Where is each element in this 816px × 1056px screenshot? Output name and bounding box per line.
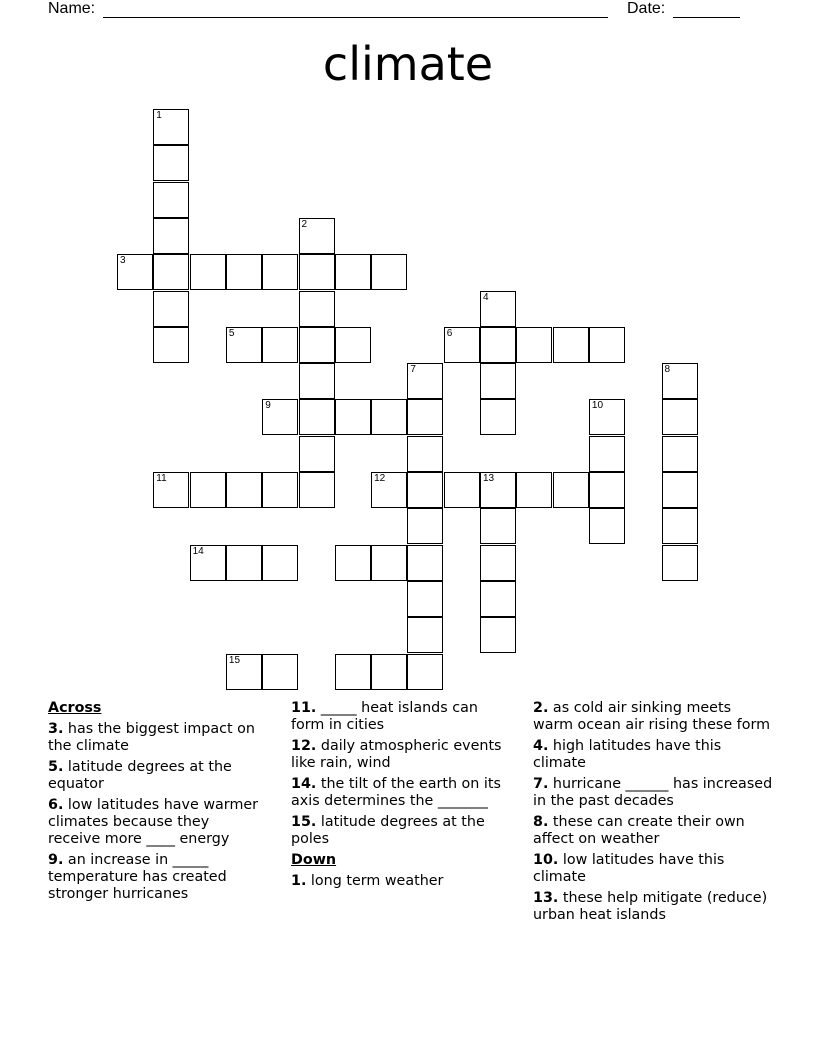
clue-down: 10. low latitudes have this climate [533,852,725,885]
cell-number: 8 [664,364,671,376]
grid-cell[interactable] [153,472,189,508]
grid-cell[interactable] [553,327,589,363]
grid-cell[interactable] [589,399,625,435]
grid-cell[interactable] [371,545,407,581]
cell-number: 4 [483,291,489,303]
grid-cell[interactable] [153,109,189,145]
grid-cell[interactable] [262,254,298,290]
clue-across: 11. _____ heat islands can form in cities [291,700,478,733]
clue-down: 13. these help mitigate (reduce) urban heat islands [533,890,768,923]
grid-cell[interactable] [662,472,698,508]
grid-cell[interactable] [299,472,335,508]
grid-cell[interactable] [407,654,443,690]
grid-cell[interactable] [516,472,552,508]
grid-cell[interactable] [480,508,516,544]
grid-cell[interactable] [662,436,698,472]
grid-cell[interactable] [553,472,589,508]
grid-cell[interactable] [662,363,698,399]
grid-cell[interactable] [407,399,443,435]
grid-cell[interactable] [371,399,407,435]
clues-column-2 [291,700,511,894]
grid-cell[interactable] [262,327,298,363]
clue-down: 1. long term weather [291,873,444,889]
cell-number: 15 [228,654,241,666]
across-heading: Across [48,700,102,716]
grid-cell[interactable] [153,254,189,290]
grid-cell[interactable] [335,399,371,435]
grid-cell[interactable] [226,254,262,290]
grid-cell[interactable] [371,654,407,690]
grid-cell[interactable] [407,617,443,653]
puzzle-title: climate [322,37,494,91]
grid-cell[interactable] [480,327,516,363]
grid-cell[interactable] [371,254,407,290]
cell-number: 13 [483,473,495,484]
grid-cell[interactable] [444,327,480,363]
grid-cell[interactable] [190,254,226,290]
grid-cell[interactable] [335,254,371,290]
grid-cell[interactable] [299,254,335,290]
grid-cell[interactable] [262,399,298,435]
cell-number: 9 [265,400,271,412]
grid-cell[interactable] [335,654,371,690]
grid-cell[interactable] [153,145,189,181]
clue-down: 8. these can create their own affect on weather [533,814,745,847]
grid-cell[interactable] [335,327,371,363]
grid-cell[interactable] [480,581,516,617]
grid-cell[interactable] [407,363,443,399]
grid-cell[interactable] [299,363,335,399]
grid-cell[interactable] [662,545,698,581]
grid-cell[interactable] [662,508,698,544]
grid-cell[interactable] [407,436,443,472]
grid-cell[interactable] [407,545,443,581]
clue-across: 14. the tilt of the earth on its axis determines the _______ [291,776,501,809]
clue-across: 5. latitude degrees at the equator [48,759,232,792]
grid-cell[interactable] [153,291,189,327]
clue-down: 7. hurricane ______ has increased in the past decades [533,776,773,809]
grid-cell[interactable] [153,327,189,363]
grid-cell[interactable] [299,436,335,472]
grid-cell[interactable] [226,654,262,690]
grid-cell[interactable] [589,472,625,508]
grid-cell[interactable] [662,399,698,435]
clue-down: 2. as cold air sinking meets warm ocean air rising these form [533,700,771,733]
grid-cell[interactable] [407,508,443,544]
grid-cell[interactable] [480,472,516,508]
down-heading: Down [291,852,337,868]
grid-cell[interactable] [407,472,443,508]
clue-across: 6. low latitudes have warmer climates because they receive more ____ energy [48,797,259,847]
grid-cell[interactable] [117,254,153,290]
cell-number: 10 [591,400,604,412]
grid-cell[interactable] [480,617,516,653]
grid-cell[interactable] [262,545,298,581]
grid-cell[interactable] [407,581,443,617]
grid-cell[interactable] [589,327,625,363]
grid-cell[interactable] [299,218,335,254]
grid-cell[interactable] [226,472,262,508]
cell-number: 12 [374,473,386,484]
clue-down: 4. high latitudes have this climate [533,738,722,771]
grid-cell[interactable] [299,291,335,327]
grid-cell[interactable] [190,545,226,581]
grid-cell[interactable] [589,436,625,472]
cell-number: 1 [156,110,162,121]
cell-number: 3 [120,255,126,267]
cell-number: 6 [446,327,453,339]
grid-cell[interactable] [299,399,335,435]
clue-across: 15. latitude degrees at the poles [291,814,485,847]
clue-across: 9. an increase in _____ temperature has created stronger hurricanes [48,852,227,902]
clue-across: 3. has the biggest impact on the climate [48,721,255,754]
grid-cell[interactable] [299,327,335,363]
date-label: Date: [627,0,666,17]
grid-cell[interactable] [371,472,407,508]
grid-cell[interactable] [335,545,371,581]
clue-across: 12. daily atmospheric events like rain, wind [291,738,502,771]
cell-number: 2 [301,218,308,230]
grid-cell[interactable] [480,399,516,435]
name-label: Name: [48,0,96,17]
grid-cell[interactable] [262,654,298,690]
grid-cell[interactable] [480,363,516,399]
clues-column-3 [533,700,773,928]
grid-cell[interactable] [480,545,516,581]
cell-number: 14 [192,545,204,557]
clues-column-1 [48,700,263,907]
grid-cell[interactable] [153,218,189,254]
grid-cell[interactable] [190,472,226,508]
grid-cell[interactable] [589,508,625,544]
grid-cell[interactable] [226,327,262,363]
grid-cell[interactable] [516,327,552,363]
cell-number: 7 [410,364,416,376]
grid-cell[interactable] [153,182,189,218]
grid-cell[interactable] [226,545,262,581]
grid-cell[interactable] [444,472,480,508]
grid-cell[interactable] [262,472,298,508]
grid-cell[interactable] [480,291,516,327]
cell-number: 5 [228,327,235,339]
cell-number: 11 [156,473,167,484]
